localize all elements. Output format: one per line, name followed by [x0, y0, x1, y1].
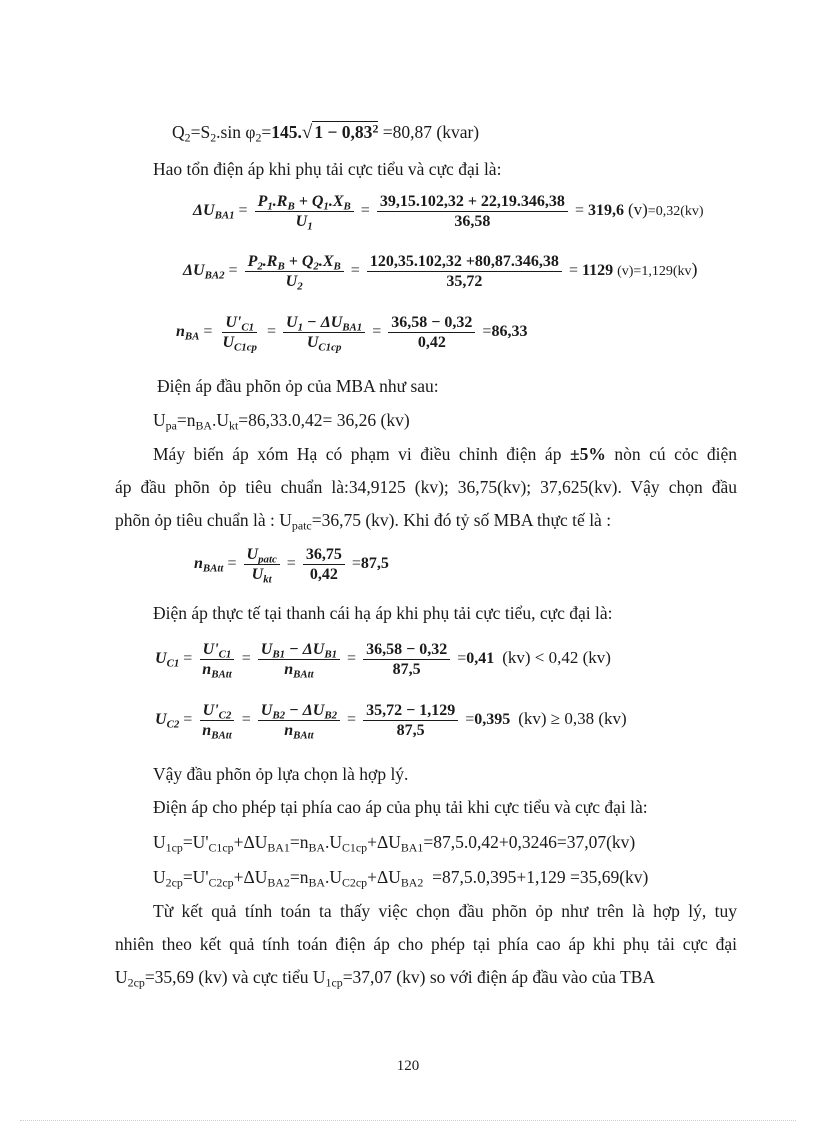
may-bien-ap-line-3: phõn ỏp tiêu chuẩn là : $U_{patc}=36,75$ (kv). Khi đó tỷ số MBA thực tế là : — [115, 510, 612, 533]
upa-formula-line: $U_{pa}=n_{BA}.U_{kt}=86,33.0,42= 36,26$ (kv) — [153, 410, 410, 433]
dau-phan-ap-paragraph: Điện áp đầu phõn ỏp của MBA như sau: — [157, 376, 439, 396]
ket-qua-line-3: $U_{2cp}=35,69$ (kv) và cực tiểu $U_{1cp}=37,07$ (kv) so với điện áp đầu vào của TBA — [115, 967, 656, 990]
cho-phep-paragraph: Điện áp cho phép tại phía cao áp của phụ tải khi cực tiểu và cực đại là: — [153, 797, 648, 817]
thuc-te-paragraph: Điện áp thực tế tại thanh cái hạ áp khi phụ tải cực tiểu, cực đại là: — [153, 603, 613, 623]
may-bien-ap-line-2: áp đầu phõn ỏp tiêu chuẩn là:34,9125 (kv); 36,75(kv); 37,625(kv). Vậy chọn đầu — [115, 477, 737, 497]
n-ba-ratio-equation: $n_{BA}$ = $\frac{U'_{C1}}{U_{C1cp}}$ = $\frac{U_1 - \Delta U_{BA1}}{U_{C1cp}}$ = $\frac{36,58 - 0,32}{0,42}$ =86,33 — [176, 314, 528, 354]
q2-formula-line: $Q_2=S_2.\sin$ $\varphi_2=145.√$ $1 - 0,83^2 =80,87$ (kvar) — [172, 121, 480, 145]
u1cp-formula-line: $U_{1cp}=U'_{C1cp}+\Delta U_{BA1}=n_{BA}.U_{C1cp}+\Delta U_{BA1}=87,5.0,42+0,3246=37,07(kv)$ — [153, 832, 636, 855]
hao-ton-paragraph: Hao tổn điện áp khi phụ tải cực tiểu và cực đại là: — [153, 159, 502, 179]
u2cp-formula-line: $U_{2cp}=U'_{C2cp}+\Delta U_{BA2}=n_{BA}.U_{C2cp}+\Delta U_{BA2} =87,5.0,395+1,129 =35,69(kv)$ — [153, 867, 649, 890]
delta-u-max-equation: $\Delta U_{BA2}$ = $\frac{P_2.R_B + Q_2.X_B}{U_2}$ = $\frac{120,35.102,32 +80,87.346,38}{35,72}$ = 1129 (v)=1,129(kv) — [183, 253, 698, 293]
ket-qua-line-2: nhiên theo kết quả tính toán điện áp cho phép tại phía cao áp khi phụ tải cực đại — [115, 934, 737, 954]
footer-divider — [20, 1120, 796, 1121]
n-ba-tt-equation: $n_{BAtt}$ = $\frac{U_{patc}}{U_{kt}}$ = $\frac{36,75}{0,42}$ =87,5 — [194, 546, 389, 586]
vay-dau-paragraph: Vậy đầu phõn ỏp lựa chọn là hợp lý. — [153, 764, 409, 784]
may-bien-ap-line-1: Máy biến áp xóm Hạ có phạm vi điều chỉnh điện áp ±5% nòn cú cỏc điện — [153, 444, 738, 464]
ket-qua-line-1: Từ kết quả tính toán ta thấy việc chọn đầu phõn ỏp như trên là hợp lý, tuy — [153, 901, 737, 921]
page-number: 120 — [396, 1058, 420, 1074]
uc2-equation: $U_{C2}$ = $\frac{U'_{C2}}{n_{BAtt}}$ = $\frac{U_{B2} - \Delta U_{B2}}{n_{BAtt}}$ = $\frac{35,72 - 1,129}{87,5}$ =0,395 (kv) ≥ 0,38 (kv) — [155, 702, 627, 742]
uc1-equation: $U_{C1}$ = $\frac{U'_{C1}}{n_{BAtt}}$ = $\frac{U_{B1} - \Delta U_{B1}}{n_{BAtt}}$ = $\frac{36,58 - 0,32}{87,5}$ =0,41 (kv) < 0,42 (kv) — [155, 641, 611, 681]
delta-u-min-equation: $\Delta U_{BA1}$ = $\frac{P_1.R_B + Q_1.X_B}{U_1}$ = $\frac{39,15.102,32 + 22,19.346,38}{36,58}$ = 319,6 (v)=0,32(kv) — [193, 193, 704, 233]
